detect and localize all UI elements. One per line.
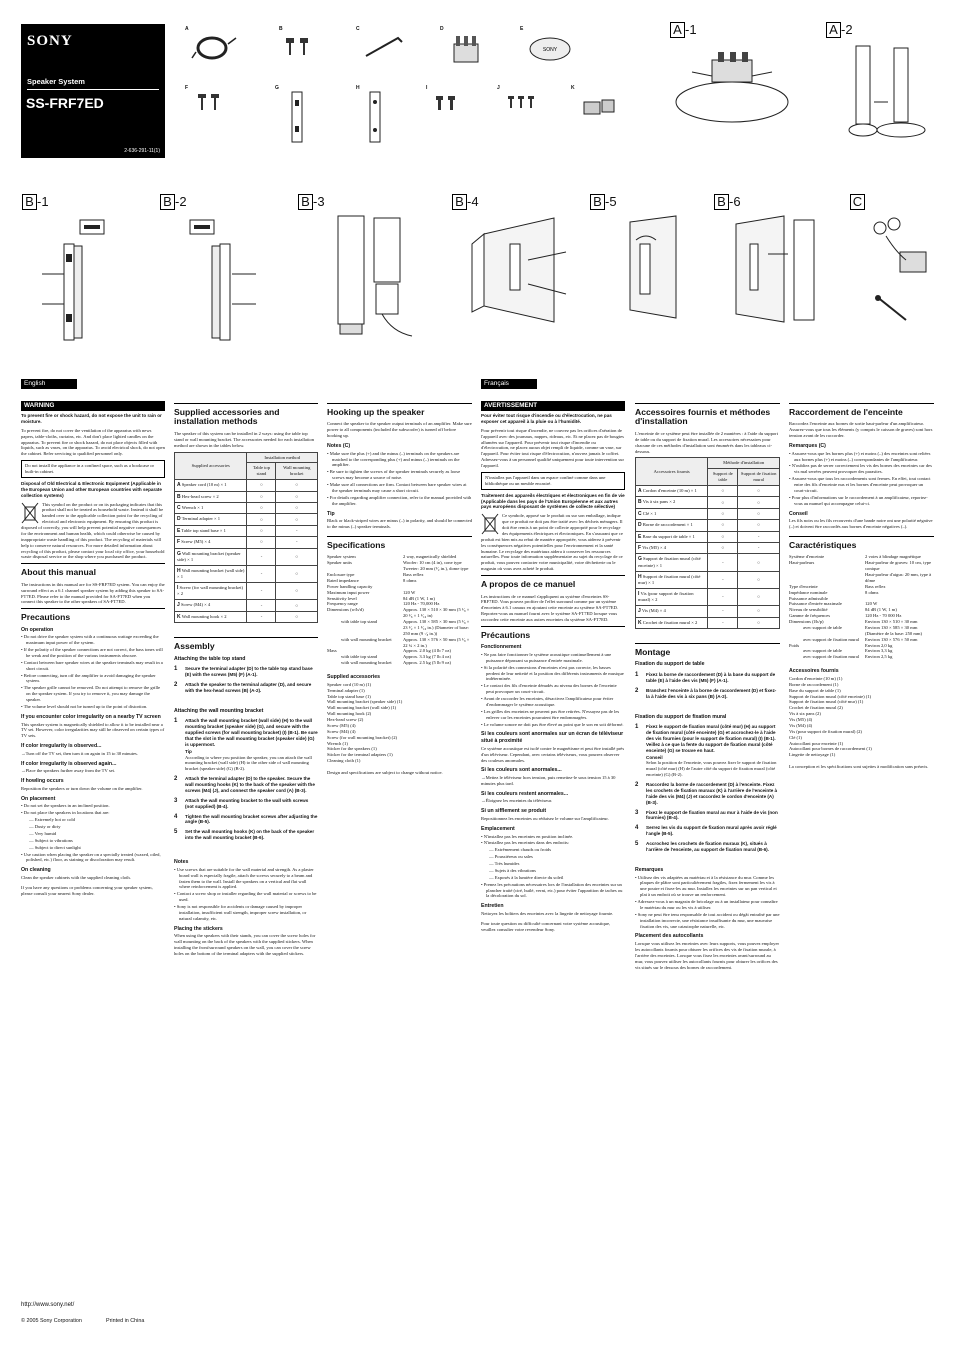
figure-b6-label: B -6 <box>714 194 741 211</box>
wall-step: 2 Attach the terminal adapter (D) to the speaker. Secure the wall mounting hooks (K) to the back of the speaker with the screws (M4) (J), and connect the speaker cord (A) (B-3). <box>174 776 315 793</box>
list-item: — Sujets à des vibrations <box>489 868 625 874</box>
list-item: • If the polarity of the speaker connections are not correct, the bass tones will be weak and the position of the various instruments obscure. <box>21 647 165 659</box>
precautions-title: Precautions <box>21 608 165 622</box>
operation-list <box>21 634 165 710</box>
hookup-title: Raccordement de l'enceinte <box>789 403 934 417</box>
figure-b2-label: B -2 <box>160 194 187 211</box>
placement-list <box>481 834 625 847</box>
notes-label: Notes <box>174 859 189 866</box>
color-text: This speaker system is magnetically shielded to allow it to be installed near a TV set. However, color irregularities may still be observed on certain types of TV sets. <box>21 721 165 739</box>
table-header: Supplied accessories <box>175 452 247 480</box>
figure-c-drawing <box>866 212 936 328</box>
table-step: 1 Fixez la borne de raccordement (D) à la base du support de table (E) à l'aide des vis (M5) (F) (A-1). <box>635 672 776 683</box>
list-item: — Dusty or dirty <box>29 824 165 830</box>
screw-m4-icon <box>506 94 542 116</box>
disposal-text: Ce symbole, apposé sur le produit ou sur son emballage, indique que ce produit ne doit pas être traité avec les déchets ménagers. Il doit être remis à un point de collecte approprié pour le recyclage des équipements électriques et électroniques. En s'assurant que ce produit est bien mis au rebut de manière appropriée, vous aiderez à prévenir les conséquences négatives potentielles pour l'environnement et la santé humaine. Le recyclage des matériaux aidera à conserver les ressources naturelles. Pour toute information supplémentaire au sujet du recyclage de ce produit, vous pouvez contacter votre municipalité, votre déchetterie ou le magasin où vous avez acheté le produit. <box>481 513 623 572</box>
warning-box: N'installez pas l'appareil dans un espace confiné comme dans une bibliothèque ou un meuble encastré. <box>481 472 625 490</box>
wall-notes <box>635 875 780 930</box>
color-again-title: Si les couleurs restent anormales... <box>481 790 569 797</box>
placement-list <box>21 803 165 816</box>
attach-table-title: Fixation du support de table <box>635 661 705 668</box>
table-header: Support de fixation mural <box>738 469 780 486</box>
part-letter: F <box>185 85 189 91</box>
table-row: B Vis à six pans × 2 ○ ○ <box>636 497 780 508</box>
list-item: — Extrêmement chauds ou froids <box>489 847 625 853</box>
list-item: — Subject to direct sunlight <box>29 845 165 851</box>
specs-title: Specifications <box>327 536 472 550</box>
on-operation-title: Fonctionnement <box>481 644 522 651</box>
list-item: • Do not place the speakers in locations that are: <box>21 810 165 816</box>
hookup-title: Hooking up the speaker <box>327 403 472 417</box>
part-number: 2-636-291-11(1) <box>124 147 160 154</box>
attach-wall-title: Fixation du support de fixation mural <box>635 713 727 720</box>
list-item: • Les grilles des enceintes ne peuvent pas être retirées. N'essayez pas de les enlever car les enceintes pourraient être endommagées. <box>481 709 625 721</box>
warning-text: To prevent fire, do not cover the ventilation of the apparatus with news papers, table-cloths, curtains, etc. And don't place lighted candles on the apparatus. To prevent fire or shock hazard, do not place objects filled with liquids, such as vases, on the apparatus. To avoid electrical shock, do not open the cabinet. Refer servicing to qualified personnel only. <box>21 427 165 457</box>
accessories-table <box>635 457 780 629</box>
stickers-title: Placement des autocollants <box>635 933 704 940</box>
hookup-tip: Black or black-striped wires are minus (–) in polarity, and should be connected to the minus (–) speaker terminals. <box>327 518 472 530</box>
terminal-adapter-icon <box>448 32 484 66</box>
table-step: 2 Branchez l'enceinte à la borne de raccordement (D) et fixez-la à l'aide des vis à six pans (B) (A-2). <box>635 687 777 699</box>
color-title: Si les couleurs sont anormales sur un écran de téléviseur situé à proximité <box>481 731 624 745</box>
supplied-title: Supplied accessories and installation methods <box>174 403 318 427</box>
warning-title: WARNING <box>21 401 165 411</box>
list-item: • Utilisez des vis adaptées au matériau et à la résistance du mur. Comme les plaques de plâtre sont particulièrement fragiles, fixez fermement les vis à une poutre et fixez-les au mur. Installez les enceintes sur un pan vertical et plat à un endroit où se trouve un renforcement. <box>635 875 780 899</box>
table-row: F Screw (M5) × 4 ○ - <box>175 537 318 548</box>
hookup-tip: Les fils noirs ou les fils recouverts d'une bande noire ont une polarité négative (–) et doivent être raccordés aux bornes d'enceinte négatives (–). <box>789 518 933 530</box>
operation-list <box>481 652 625 728</box>
wall-step: 4 Tighten the wall mounting bracket screws after adjusting the angle (B-5). <box>174 813 318 825</box>
table-row: I Screw (for wall mounting bracket) × 2 - ○ <box>175 583 318 600</box>
footer-url[interactable]: http://www.sony.net/ <box>21 1302 75 1308</box>
wall-tip: Selon la position de l'enceinte, vous pouvez fixer le support de fixation mural (côté mur) (H) de l'autre côté du support de fixation mural (côté enceinte) (G) (B-2). <box>646 760 777 778</box>
on-placement-title: Emplacement <box>481 825 515 832</box>
list-item: • Be sure to tighten the screws of the speaker terminals securely as loose screws may become a source of noise. <box>327 469 472 481</box>
table-row: C Wrench × 1 ○ ○ <box>175 502 318 513</box>
warning-box: Do not install the appliance in a confined space, such as a bookcase or built-in cabinet. <box>21 460 165 478</box>
table-step: 1 Secure the terminal adapter (D) to the table top stand base (E) with the screws (M5) (F) (A-1). <box>174 666 313 678</box>
table-row: J Screw (M4) × 4 - ○ <box>175 600 318 611</box>
cleaning-text: Nettoyez les boîtiers des enceintes avec la lingette de nettoyage fournie. <box>481 910 614 916</box>
wall-step: 1 Fixez le support de fixation mural (côté mur) (H) au support de fixation mural (côté enceinte) (G) et accrochez-le à l'aide des vis fournies (pour le support de fixation mural) (I) (B-1). Veillez à ce que la fente du support de fixation mural (côté enceinte) (G) se trouve en haut. <box>635 724 776 753</box>
wall-hook-icon <box>580 94 620 120</box>
disposal-title: Disposal of Old Electrical & Electronic Equipment (Applicable in the European Union and other European countries with separate collection systems) <box>21 480 162 498</box>
questions-text: If you have any questions or problems concerning your speaker system, please consult your nearest Sony dealer. <box>21 884 153 896</box>
figure-b1-drawing <box>36 214 120 344</box>
hookup-text: Connect the speaker to the speaker output terminals of an amplifier. Make sure power to all components (included the subwoofer) is turned off before hooking up. <box>327 421 472 439</box>
list-item: • Pour plus d'informations sur le raccordement à un amplificateur, reportez-vous au manuel qui accompagne celui-ci. <box>789 495 934 507</box>
svg-text:SONY: SONY <box>542 47 558 53</box>
color-again-text: →Place the speakers further away from the TV set. <box>21 768 116 774</box>
list-item: • Avant de raccorder les enceintes, désactivez l'amplificateur pour éviter d'endommager le système acoustique. <box>481 696 625 708</box>
wall-bracket-wall-icon <box>366 90 386 146</box>
table-row: A Cordon d'enceinte (10 m) × 1 ○ ○ <box>636 486 780 497</box>
list-item: • Before connecting, turn off the amplifier to avoid damaging the speaker system. <box>21 673 165 685</box>
list-item: • Make sure all connections are firm. Contact between bare speaker wires at the speaker terminals may cause a short circuit. <box>327 482 472 494</box>
list-item: • Ne pas faire fonctionner le système acoustique continuellement à une puissance dépassant sa puissance d'entrée maximale. <box>481 652 625 664</box>
figure-b3-drawing <box>312 212 422 344</box>
wall-step: 3 Attach the wall mounting bracket to the wall with screws (not supplied) (B-4). <box>174 797 309 809</box>
attach-table-title: Attaching the table top stand <box>174 655 246 662</box>
cleaning-text: Clean the speaker cabinets with the supplied cleaning cloth. <box>21 874 131 880</box>
questions-text: Pour toute question ou difficulté concernant votre système acoustique, veuillez consulter votre revendeur Sony. <box>481 920 611 932</box>
part-letter: I <box>426 85 428 91</box>
table-row: J Vis (M4) × 4 - ○ <box>636 606 780 617</box>
table-row: F Vis (M5) × 4 ○ - <box>636 542 780 553</box>
tip-label: Conseil <box>646 754 663 760</box>
weee-bin-icon <box>21 502 39 524</box>
list-item: — Extremely hot or cold <box>29 817 165 823</box>
table-step: 2 Attach the speaker to the terminal adapter (D), and secure with the hex-head screws (B) (A-2). <box>174 681 312 693</box>
table-row: G Support de fixation mural (côté enceinte) × 1 - ○ <box>636 554 780 571</box>
on-cleaning-title: Entretien <box>481 903 504 910</box>
figure-a1-label: A -1 <box>670 22 697 39</box>
english-column-3 <box>327 403 472 779</box>
wall-tip: According to where you position the speaker, you can attach the wall mounting bracket (wall side) (H) to the other side of wall mounting bracket (speaker side) (G) (B-2). <box>185 754 312 772</box>
list-item: • The speaker grille cannot be removed. Do not attempt to remove the grille on the speaker system. If you try to remove it, you may damage the speaker. <box>21 685 165 703</box>
wall-step: 5 Set the wall mounting hooks (K) on the back of the speaker into the wall mounting bracket (B-6). <box>174 829 315 841</box>
hookup-notes-label: Notes (C) <box>327 443 351 450</box>
warning-title: AVERTISSEMENT <box>481 401 625 411</box>
color-again-text: →Éloignez les enceintes du téléviseur. <box>481 798 553 804</box>
about-text: Les instructions de ce manuel s'appliquent au système d'enceintes SS-FRF7ED. Vous pouvez profiter de l'effet surround comme par un système d'enceintes à 6.1 canaux en ajoutant cette enceinte au système SA-FT7ED. Reportez-vous au manuel fourni avec le système SA-FT7ED lorsque vous raccordez cette enceinte aux autres enceintes du système SA-FT7ED. <box>481 593 619 622</box>
brand-logo: SONY <box>27 33 73 49</box>
assembly-title: Assembly <box>174 637 318 651</box>
accessories-table <box>174 452 318 624</box>
footer-printed: Printed in China <box>106 1318 145 1324</box>
english-column-1 <box>21 401 165 900</box>
howling-title: If howling occurs <box>21 778 64 785</box>
hookup-text: Raccordez l'enceinte aux bornes de sortie haut-parleur d'un amplificateur. Assurez-vous que tous les éléments (y compris le caisson de graves) sont hors tension avant de les raccorder. <box>789 421 933 439</box>
list-item: • N'oubliez pas de serrer correctement les vis des bornes des enceintes car des vis mal serrées peuvent provoquer des parasites. <box>789 463 934 475</box>
list-item: • Contact a screw shop or installer regarding the wall material or screws to be used. <box>174 891 318 903</box>
table-row: D Terminal adapter × 1 ○ ○ <box>175 514 318 525</box>
howling-title: Si un sifflement se produit <box>481 808 547 815</box>
list-item: • Contact between bare speaker wires at the speaker terminals may result in a short circuit. <box>21 660 165 672</box>
table-header: Support de table <box>708 469 738 486</box>
table-header: Installation method <box>247 452 318 463</box>
language-bar-french: Français <box>481 379 537 389</box>
list-item: — Poussiéreux ou sales <box>489 854 625 860</box>
figure-b4-label: B -4 <box>452 194 479 211</box>
table-row: E Base du support de table × 1 ○ - <box>636 531 780 542</box>
color-text: Ce système acoustique est isolé contre le magnétisme et peut être installé près d'un téléviseur. Cependant, avec certains téléviseurs, vous pourrez observer des couleurs anormales. <box>481 745 625 763</box>
list-item: • Make sure the plus (+) and the minus (–) terminals on the speakers are matched to the corresponding plus (+) and minus (–) terminals on the amplifier. <box>327 451 472 469</box>
table-row: C Clé × 1 ○ ○ <box>636 508 780 519</box>
list-item: • Do not set the speakers in an inclined position. <box>21 803 165 809</box>
language-bar-english: English <box>21 379 77 389</box>
design-note: La conception et les spécifications sont sujettes à modification sans préavis. <box>789 764 929 770</box>
figure-b5-drawing <box>616 214 696 324</box>
hookup-tip-label: Tip <box>327 510 335 517</box>
table-header: Méthode d'installation <box>708 458 780 469</box>
part-letter: K <box>571 85 575 91</box>
about-title: A propos de ce manuel <box>481 575 625 589</box>
stickers-text: When using the speakers with their stands, you can cover the screw holes for wall mounting on the back of the speakers with the supplied stickers. When installing the front/surround speakers on the wall, you can cover the screw holes on the bottom of the terminal adapters with the supplied stickers. <box>174 933 316 956</box>
on-placement-title: On placement <box>21 795 56 802</box>
disposal-text: This symbol on the product or on its packaging indicates that this product shall not be treated as household waste. Instead it shall be handed over to the applicable collection point for the recycling of electrical and electronic equipment. By ensuring this product is disposed of correctly, you will help prevent potential negative consequences for the environment and human health, which could otherwise be caused by inappropriate waste handling of this product. The recycling of materials will help to conserve natural resources. For more detailed information about recycling of this product, please contact your local city office, your household waste disposal service or the shop where you purchased the product. <box>21 501 165 560</box>
list-item: • The volume level should not be turned up to the point of distortion. <box>21 704 165 710</box>
list-item: — Very humid <box>29 831 165 837</box>
list-item: • Sony ne peut être tenu responsable de tout accident ou dégât entraîné par une installation incorrecte, une résistance insuffisante du mur, une mauvaise fixation des vis, une catastrophe naturelle, etc. <box>635 912 780 930</box>
figure-c-label: C <box>850 194 865 210</box>
english-column-2 <box>174 403 318 960</box>
color-observed-text: →Turn off the TV set, then turn it on again in 15 to 30 minutes. <box>21 750 138 756</box>
wall-notes <box>174 867 318 922</box>
supplied-text: L'enceinte de ce système peut être installée de 2 manières : à l'aide du support de table ou du support de fixation mural. Les accessoires nécessaires pour chacune de ces méthodes d'installation sont énumérés dans les tableaux ci-dessous. <box>635 430 778 454</box>
assembly-title: Montage <box>635 643 780 657</box>
table-top-stand-base-icon <box>528 34 572 64</box>
list-item: — Exposés à la lumière directe du soleil <box>489 875 625 881</box>
table-row: K Wall mounting hook × 2 - ○ <box>175 611 318 622</box>
list-item: • Prenez les précautions nécessaires lors de l'installation des enceintes sur un plancher traité (ciré, huilé, verni, etc.) pour éviter l'apparition de taches ou la décoloration du sol. <box>481 882 625 900</box>
figure-a1-drawing <box>672 42 792 132</box>
table-row: H Wall mounting bracket (wall side) × 1 - ○ <box>175 565 318 582</box>
list-item: • Use screws that are suitable for the wall material and strength. As a plaster board wall is especially fragile, attach the screws securely to a beam and fasten them to the wall. Install the speakers on a vertical and flat wall where reinforcement is applied. <box>174 867 318 891</box>
table-row: E Table top stand base × 1 ○ - <box>175 525 318 536</box>
part-letter: J <box>497 85 500 91</box>
supplied-acc-list: Speaker cord (10 m) (1) Terminal adapter (1) Table top stand base (1) Wall mounting bracket (speaker side) (1) Wall mounting bracket (wall side) (1) Wall mounting hook (2) Hex-head screw (2) Screw (M5) (4) Screw (M4) (4) Screw (for wall mounting bracket) (2) Wrench (1) Sticker for the speakers (1) Sticker for the terminal adapters (1) Cleaning cloth (1) <box>327 681 403 764</box>
hex-head-screw-icon <box>284 34 314 62</box>
figure-b5-label: B -5 <box>590 194 617 211</box>
table-row: H Support de fixation mural (côté mur) × 1 - ○ <box>636 571 780 588</box>
wall-step: 2 Raccordez la borne de raccordement (D) à l'enceinte. Fixez les crochets de fixation muraux (K) à l'arrière de l'enceinte à l'aide des vis (M4) (J) et raccordez le cordon d'enceinte (A) (B-3). <box>635 782 778 805</box>
part-letter: A <box>185 26 189 32</box>
tip-label: Tip <box>185 748 192 754</box>
stickers-title: Placing the stickers <box>174 925 223 932</box>
table-row: G Wall mounting bracket (speaker side) × 1 - ○ <box>175 548 318 565</box>
about-title: About this manual <box>21 563 165 577</box>
list-item: • Do not drive the speaker system with a continuous wattage exceeding the maximum input power of the system. <box>21 634 165 646</box>
supplied-acc-title: Supplied accessories <box>327 674 381 681</box>
product-type: Speaker System <box>27 77 85 86</box>
list-item: • Le contact des fils d'enceinte dénudés au niveau des bornes de l'enceinte peut provoquer un court-circuit. <box>481 683 625 695</box>
on-operation-title: On operation <box>21 626 54 633</box>
specs-title: Caractéristiques <box>789 536 934 550</box>
color-title: If you encounter color irregularity on a nearby TV screen <box>21 713 161 720</box>
supplied-acc-title: Accessoires fournis <box>789 668 839 675</box>
model-name: SS-FRF7ED <box>26 95 104 111</box>
table-row: D Borne de raccordement × 1 ○ ○ <box>636 520 780 531</box>
hookup-notes-label: Remarques (C) <box>789 443 826 450</box>
on-cleaning-title: On cleaning <box>21 867 51 874</box>
hookup-notes <box>327 451 472 507</box>
list-item: • N'installez pas les enceintes dans des endroits: <box>481 840 625 846</box>
wall-step: 5 Accrochez les crochets de fixation muraux (K), situés à l'arrière de l'enceinte, au support de fixation mural (B-6). <box>635 841 769 852</box>
part-letter: E <box>520 26 524 32</box>
supplied-acc-list: Cordon d'enceinte (10 m) (1) Borne de raccordement (1) Base du support de table (1) Support de fixation mural (côté enceinte) (1) Support de fixation mural (côté mur) (1) Crochet de fixation mural (2) Vis à six pans (2) Vis (M5) (4) Vis (M4) (4) Vis (pour support de fixation mural) (2) Clé (1) Autocollant pour enceinte (1) Autocollant pour bornes de raccordement (1) Lingette de nettoyage (1) <box>789 675 872 758</box>
stickers-text: Lorsque vous utilisez les enceintes avec leurs supports, vous pouvez employer les autocollants fournis pour obturer les orifices des vis de fixation murale, à l'arrière des enceintes. Lorsque vous fixez les enceintes avant/surround au mur, vous pouvez utiliser les autocollants fournis pour obturer les orifices des vis situés sur le dessous des bornes de raccordement. <box>635 941 780 970</box>
placement-sublist <box>21 817 165 850</box>
table-header: Accessoires fournis <box>636 458 708 486</box>
figure-b2-drawing <box>180 214 264 344</box>
french-column-1 <box>481 401 625 936</box>
wall-step: 4 Serrez les vis du support de fixation mural après avoir réglé l'angle (B-5). <box>635 825 777 837</box>
list-item: • Assurez-vous que tous les raccordements sont fermes. En effet, tout contact entre des fils d'enceinte nus et les bornes d'enceinte peut provoquer un court-circuit. <box>789 476 934 494</box>
table-row: K Crochet de fixation mural × 2 - ○ <box>636 617 780 628</box>
list-item: • Adressez-vous à un magasin de bricolage ou à un installateur pour connaître le matériau du mur ou les vis à utiliser. <box>635 899 780 911</box>
figure-a2-drawing <box>848 42 928 140</box>
list-item: • Use caution when placing the speaker on a specially treated (waxed, oiled, polished, etc.) floor, as staining or discoloration may result. <box>21 852 165 864</box>
part-letter: D <box>440 26 444 32</box>
list-item: — Subject to vibrations <box>29 838 165 844</box>
howling-text: Reposition the speakers or turn down the volume on the amplifier. <box>21 785 143 791</box>
part-letter: H <box>356 85 360 91</box>
specs-list: Système d'enceinte 2 voies à blindage magnétique Haut-parleurs Haut-parleur de graves: 10 cm, type conique Haut-parleur d'aigus: 20 mm, type à dôme Type d'enceinte Bass reflex Impédance nominale 8 ohms Puissance admissible Puissance d'entrée maximale 120 W Niveau de sensibilité 84 dB (1 W, 1 m) Gamme de fréquences 120 Hz - 70 000 Hz Dimensions (l/h/p) Environ 130 × 510 × 30 mm avec support de table Environ 130 × 585 × 30 mm (Diamètre de la base: 250 mm) avec support de fixation mural Environ 130 × 576 × 50 mm Poids Environ 2,0 kg avec support de table Environ 3,3 kg avec support de fixation mural Environ 2,5 kg <box>789 554 932 660</box>
hookup-tip-label: Conseil <box>789 510 808 517</box>
figure-b1-label: B -1 <box>22 194 49 211</box>
speaker-cord-icon <box>190 32 240 62</box>
weee-bin-icon <box>481 513 499 535</box>
color-observed-title: If color irregularity is observed... <box>21 743 102 750</box>
french-column-2 <box>635 403 780 973</box>
specs-list: Speaker system 2 way, magnetically shielded Speaker units Woofer: 10 cm (4 in), cone type Tweeter: 20 mm (¹⁄₂ in.), dome type Enclosure type Bass reflex Rated impedance 8 ohms Power handling capacity Maximum input power 120 W Sensitivity level 84 dB (1 W, 1 m) Frequency range 120 Hz - 70,000 Hz Dimensions (w/h/d) Approx. 130 × 510 × 30 mm (5 ¹⁄₈ × 20 ¹⁄₈ × 1 ³⁄₁₆ in) with table top stand Approx. 130 × 585 × 30 mm (5 ¹⁄₈ × 23 ¹⁄₂ × 1 ³⁄₁₆ in.) (Diameter of base: 250 mm (9 ·⁄₈ in.)) with wall mounting bracket Approx. 130 × 576 × 50 mm (5 ¹⁄₈ × 22 ¾ × 2 in.) Mass Approx. 2.0 kg (4 lb 7 oz) with table top stand Approx. 3.3 kg (7 lb 4 oz) with wall mounting bracket Approx. 2.5 kg (5 lb 9 oz) <box>327 554 470 666</box>
precautions-title: Précautions <box>481 626 625 640</box>
table-row: A Speaker cord (10 m) × 1 ○ ○ <box>175 480 318 491</box>
french-column-3 <box>789 403 934 773</box>
notes-label: Remarques <box>635 866 664 873</box>
figure-b4-drawing <box>470 214 580 326</box>
attach-wall-title: Attaching the wall mounting bracket <box>174 707 264 714</box>
list-item: • Assurez-vous que les bornes plus (+) et moins (–) des enceintes sont reliées aux bornes plus (+) et moins (–) correspondantes de l'amplificateur. <box>789 451 934 463</box>
color-again-title: If color irregularity is observed again... <box>21 760 117 767</box>
supplied-text: The speaker of this system can be installed in 2 ways: using the table top stand or wall mounting bracket. The accessories needed for each installation method are shown in the tables below. <box>174 430 315 448</box>
disposal-title: Traitement des appareils électriques et électroniques en fin de vie (Applicable dans les pays de l'Union Européenne et aux autres pays européens disposant de systèmes de collecte sélective) <box>481 492 625 510</box>
table-row: I Vis (pour support de fixation mural) × 2 - ○ <box>636 588 780 605</box>
warning-bold: Pour éviter tout risque d'incendie ou d'électrocution, ne pas exposer cet appareil à la pluie ou à l'humidité. <box>481 413 612 424</box>
part-letter: C <box>356 26 360 32</box>
table-header: Table top stand <box>247 463 276 480</box>
wall-step: 3 Fixez le support de fixation mural au mur à l'aide de vis (non fournies) (B-4). <box>635 809 778 821</box>
list-item: • For details regarding amplifier connection, refer to the manual provided with the amplifier. <box>327 495 472 507</box>
figure-b6-drawing <box>728 214 828 326</box>
header-panel <box>21 24 165 158</box>
supplied-title: Accessoires fournis et méthodes d'installation <box>635 403 780 427</box>
part-letter: B <box>279 26 283 32</box>
hookup-notes <box>789 451 934 507</box>
design-note: Design and specifications are subject to change without notice. <box>327 770 443 775</box>
howling-text: Repositionnez les enceintes ou réduisez le volume sur l'amplificateur. <box>481 816 609 822</box>
wall-step: 1 Attach the wall mounting bracket (wall side) (H) to the wall mounting bracket (speaker side) (G), and secure with the supplied screws (for wall mounting bracket) (I) (B-1). Be sure that the slot in the wall mounting bracket (speaker side) (G) is uppermost. <box>174 718 318 747</box>
part-letter: G <box>275 85 279 91</box>
header-rule <box>27 89 159 90</box>
list-item: • Sony is not responsible for accidents or damage caused by improper installation, insufficient wall strength, improper screw installation, or natural calamity, etc. <box>174 904 318 922</box>
list-item: • N'installez pas les enceintes en position inclinée. <box>481 834 625 840</box>
figure-a2-label: A -2 <box>826 22 853 39</box>
warning-text: Pour prévenir tout risque d'incendie, ne couvrez pas les orifices d'aération de l'appareil avec des journaux, nappes, rideaux, etc. Et ne placez pas de bougies allumées sur l'appareil. Pour prévenir tout risque d'incendie ou d'électrocution, ne placez aucun objet rempli de liquide, comme un vase, sur l'appareil. Pour éviter tout risque d'électrocution, n'ouvrez jamais le coffret. Adressez-vous à un personnel qualifié uniquement pour toute intervention sur l'appareil. <box>481 427 625 469</box>
list-item: • Le volume sonore ne doit pas être élevé au point que le son en soit déformé. <box>481 722 625 728</box>
placement-sublist <box>481 847 625 880</box>
footer-copyright: © 2005 Sony Corporation <box>21 1318 82 1324</box>
list-item: — Très humides <box>489 861 625 867</box>
color-observed-text: →Mettez le téléviseur hors tension, puis remettez-le sous tension 15 à 30 minutes plus tard. <box>481 775 616 786</box>
color-observed-title: Si les couleurs sont anormales... <box>481 767 562 774</box>
table-header: Wall mounting bracket <box>276 463 318 480</box>
wall-bracket-side-icon <box>288 90 308 146</box>
warning-bold: To prevent fire or shock hazard, do not expose the unit to rain or moisture. <box>21 413 162 424</box>
screw-m5-icon <box>196 92 226 116</box>
screw-m4-icon <box>434 94 464 116</box>
figure-b3-label: B -3 <box>298 194 325 211</box>
table-row: B Hex-head screw × 2 ○ ○ <box>175 491 318 502</box>
wrench-icon <box>364 34 404 62</box>
about-text: The instructions in this manual are for SS-FRF7ED system. You can enjoy the surround effect as a 6.1 channel speaker system by adding this speaker to SA-FT7ED. Please refer to the manual provided for SA-FT7ED when you connect this speaker to the other speakers of SA-FT7ED. <box>21 581 165 605</box>
list-item: • Si la polarité des connexions d'enceintes n'est pas correcte, les basses perdent de leur nettetié et la position des différents instruments de musique indéterminée. <box>481 665 625 683</box>
